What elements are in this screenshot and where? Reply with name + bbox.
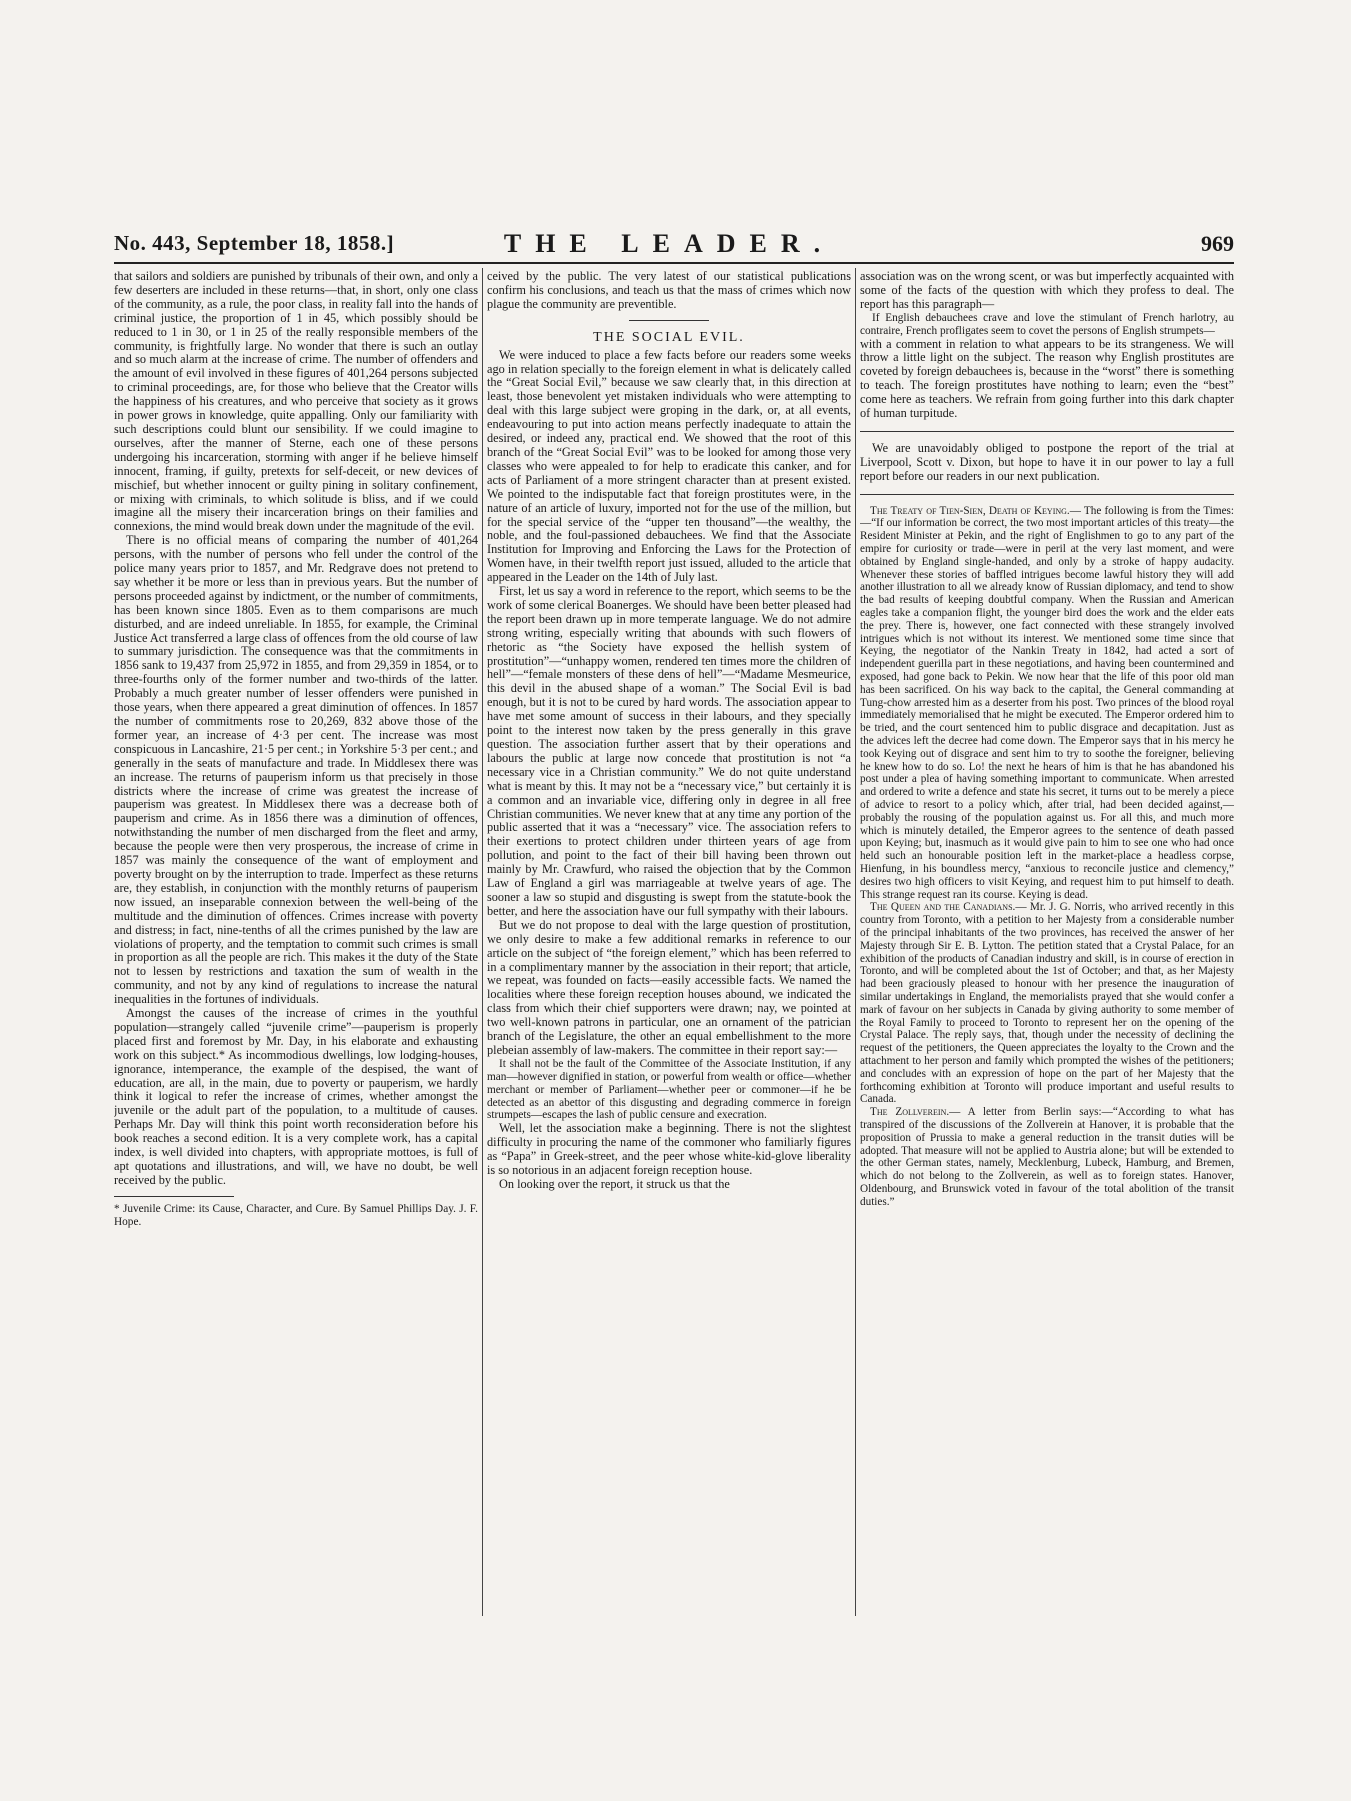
block-quote (487, 1058, 851, 1123)
quote-text: It shall not be the fault of the Committee of the Associate Institution, if any man—however dignified in station, or powerful from wealth or office—whether merchant or member of Parliament—whether peer or commoner—if he be detected as an abettor of this disgusting and degrading commerce in foreign strumpets—escapes the lash of public censure and execration. (487, 1057, 851, 1122)
section-rule (860, 431, 1234, 432)
news-body: A letter from Berlin says:—“According to what has transpired of the discussions of the Zollverein at Hanover, it is probable that the proposition of Prussia to make a general reduction in the transit duties will be adopted. That measure will not be applied to Austria alone; but will be extended to the other German states, namely, Mecklenburg, Lubeck, Hamburg, and Bremen, which do not belong to the Zollverein, as well as to foreign states. Hanover, Oldenbourg, and Brunswick voted in favour of the total abolition of the transit duties.” (860, 1106, 1234, 1208)
paragraph: ceived by the public. The very latest of our statistical publications confirm his conclusions, and teach us that the mass of crimes which now plague the community are preventible. (487, 270, 851, 311)
section-title: THE SOCIAL EVIL. (593, 329, 745, 345)
paragraph: Amongst the causes of the increase of crimes in the youthful population—strangely called “juvenile crime”—pauperism is properly placed first and foremost by Mr. Day, in his elaborate and exhausting work on this subject.* As incommodious dwellings, low lodging-houses, ignorance, intemperance, the example of the despised, the want of education, are all, in the main, due to poverty or pauperism, we hardly think it logical to refer the increase of crimes, whether amongst the juvenile or the adult part of the population, to a multitude of causes. Perhaps Mr. Day will think this point worth reconsideration before his book reaches a second edition. It is a very complete work, has a capital index, is well divided into chapters, with appropriate mottoes, is full of apt quotations and illustrations, and will, we have no doubt, be well received by the public. (114, 1006, 478, 1187)
news-item (860, 505, 1234, 902)
news-items (860, 505, 1234, 1209)
paragraph: On looking over the report, it struck us that the (499, 1177, 730, 1191)
news-heading: The Zollverein.— (870, 1106, 961, 1119)
paragraph: with a comment in relation to what appears to be its strangeness. We will throw a little light on the subject. The reason why English prostitutes are coveted by foreign debauchees is, because in the “worst” there is something to teach. The foreign prostitutes have nothing to learn; even the “best” come here as teachers. We refrain from going further into this dark chapter of human turpitude. (860, 336, 1234, 421)
page-header (114, 231, 1234, 261)
column-2 (487, 270, 851, 1615)
footnote-rule (114, 1196, 234, 1197)
issue-date: No. 443, September 18, 1858.] (114, 231, 395, 255)
paragraph: But we do not propose to deal with the large question of prostitution, we only desire to make a few additional remarks in reference to our article on the subject of “the foreign element,” which has been referred to in a complimentary manner by the association in their report; that article, we repeat, was founded on facts—easily accessible facts. We named the localities where these foreign reception houses abound, we indicated the class from which their chief supporters were drawn; nay, we pointed at two well-known patrons in particular, one an ornament of the patrician branch of the Legislature, the other an equal embellishment to the more plebeian assembly of law-makers. The committee in their report say:— (487, 917, 851, 1057)
column-separator (855, 268, 856, 1616)
paragraph: Well, let the association make a beginning. There is not the slightest difficulty in procuring the name of the commoner who familiarly figures as “Papa” in Greek-street, and the peer whose white-kid-glove liberality is so notorious in an adjacent foreign reception house. (487, 1121, 851, 1178)
news-body: The following is from the Times:—“If our information be correct, the two most important articles of this treaty—the Resident Minister at Pekin, and the right of Englishmen to go to any part of the empire for curiosity or trade—were in peril at the very last moment, and were obtained by England single-handed, and only by a stroke of happy audacity. Whenever these stories of baffled intrigues become lawful history they will add another illustration to all we already know of Russian diplomacy, and tend to show the bad results of keeping doubtful company. When the Russian and American eagles take a companion flight, the younger bird does the work and the elder eats the prey. There is, however, one fact connected with these strangely involved intrigues which is not without its interest. We mentioned some time since that Keying, the negotiator of the Nankin Treaty in 1842, had acted a sort of independent guerilla part in these negotiations, and having been countermined and exposed, had gone back to Pekin. We now hear that the life of this poor old man has been sacrificed. On his way back to the capital, the General commanding at Tung-chow arrested him as a deserter from his post. Two princes of the blood royal immediately memorialised that he might be executed. The Emperor ordered him to be tried, and the court sentenced him to public disgrace and decapitation. Just as the advices left the decree had come down. The Emperor says that in his mercy he took Keying out of disgrace and sent him to try to soothe the foreigner, believing he knew how to do so. Lo! the next he hears of him is that he has abandoned his post under a plea of having something important to communicate. When arrested and ordered to write a defence and state his secret, it turns out to be merely a piece of advice to resort to a policy which, after trial, had been decided against,—probably the rousing of the population against us. For all this, and much more which is minutely detailed, the Emperor agrees to the sentence of death passed upon Keying; but, inasmuch as it would give pain to him to see one who had once held such an honourable position left in the market-place a headless corpse, Hienfung, in his boundless mercy, “anxious to reconcile justice and clemency,” desires two high officers to visit Keying, and request him to put himself to death. This strange request ran its course. Keying is dead. (860, 504, 1234, 901)
header-rule (114, 262, 1234, 264)
section-rule (629, 320, 709, 321)
paragraph: association was on the wrong scent, or was but imperfectly acquainted with some of the facts of the question with which they profess to deal. The report has this paragraph— (860, 270, 1234, 311)
news-body: Mr. J. G. Norris, who arrived recently in this country from Toronto, with a petition to her Majesty from a considerable number of the principal inhabitants of the two provinces, has received the answer of her Majesty through Sir E. B. Lytton. The petition stated that a Crystal Palace, for an exhibition of the products of Canadian industry and skill, is in course of erection in Toronto, and will be completed about the 1st of October; and that, as her Majesty had been graciously pleased to honour with her presence the inauguration of similar undertakings in England, the memorialists prayed that she would confer a mark of favour on her subjects in Canada by giving authority to some member of the Royal Family to proceed to Toronto to represent her on the opening of the Crystal Palace. The reply says, that, though under the necessity of declining the request of the petitioners, the Queen appreciates the loyalty to the Crown and the attachment to her person and family which prompted the wishes of the petitioners; and concludes with an expression of hope on the part of her Majesty that the forthcoming exhibition at Toronto will produce important and useful results to Canada. (860, 901, 1234, 1106)
page-number: 969 (1201, 231, 1234, 256)
paragraph: We were induced to place a few facts before our readers some weeks ago in relation specially to the foreign element in what is delicately called the “Great Social Evil,” because we saw clearly that, in this direction at least, those benevolent yet mistaken individuals who were attempting to deal with this large subject were groping in the dark, or, at all events, endeavouring to put into action means perfectly inadequate to attain the desired, or indeed any, practical end. We showed that the root of this branch of the “Great Social Evil” was to be looked for among those very classes who were appealed to for help to eradicate this canker, and for acts of Parliament of a more stringent character than at present existed. We pointed to the indisputable fact that foreign prostitutes were, in the nature of an article of luxury, imported not for the use of the million, but for the special service of the “upper ten thousand”—the wealthy, the noble, and the foul-passioned debauchees. We find that the Associate Institution for Improving and Enforcing the Laws for the Protection of Women have, in their twelfth report just issued, alluded to the article that appeared in the Leader on the 14th of July last. (487, 347, 851, 585)
column-3 (860, 270, 1234, 1615)
notice: We are unavoidably obliged to postpone the report of the trial at Liverpool, Scott v. Dixon, but hope to have it in our power to lay a full report before our readers in our next publication. (860, 440, 1234, 483)
block-quote (860, 312, 1234, 338)
footnote: * Juvenile Crime: its Cause, Character, and Cure. By Samuel Phillips Day. J. F. Hope. (114, 1202, 478, 1228)
masthead-title: THE LEADER. (503, 229, 835, 258)
news-heading: The Treaty of Tien-Sien, Death of Keying.— (870, 504, 1081, 517)
paragraph: First, let us say a word in reference to the report, which seems to be the work of some clerical Boanerges. We should have been better pleased had the report been drawn up in more temperate language. We do not admire strong writing, especially writing that abounds with such flowers of rhetoric as “the Society have exposed the hellish system of prostitution”—“unhappy women, rendered ten times more the children of hell”—“female monsters of these dens of hell”—“Madame Mesmeurice, this devil in the abused shape of a woman.” The Social Evil is bad enough, but it is not to be cured by hard words. The association appear to have met some amount of success in their labours, and they specially point to the interest now taken by the press generally in this grave question. The association further assert that by their operations and labours the public at large now concede that prostitution is not “a necessary vice in a Christian community.” We do not quite understand what is meant by this. It may not be a “necessary vice,” but certainly it is a common and an invariable vice, differing only in degree in all free Christian communities. We never knew that at any time any portion of the public asserted that it was a “necessary” vice. The association refers to their exertions to protect children under thirteen years of age from pollution, and point to the fact of their bill having been thrown out mainly by Mr. Crawfurd, who raised the objection that by the Common Law of England a girl was marriageable at twelve years of age. The sooner a law so stupid and disgusting is swept from the statute-book the better, and here the association have our full sympathy with their labours. (487, 584, 851, 918)
quote-text: If English debauchees crave and love the stimulant of French harlotry, au contraire, French profligates seem to covet the persons of English strumpets— (860, 311, 1234, 337)
news-item (860, 1106, 1234, 1208)
news-item (860, 901, 1234, 1106)
paragraph: that sailors and soldiers are punished by tribunals of their own, and only a few deserters are included in these returns—that, in short, only one class of the community, as a rule, the poor class, in reality fall into the hands of criminal justice, the proportion of 1 in 45, which possibly should be reduced to 1 in 30, or 1 in 25 of the really responsible members of the community, is frightfully large. No wonder that there is such an outlay and so much alarm at the increase of crime. The number of offenders and the amount of evil involved in these figures of 401,264 persons subjected to criminal proceedings, are, for those who believe that the Creator wills the happiness of his creatures, and who perceive that society as it grows in power grows in knowledge, quite appalling. Only our familiarity with such descriptions could blunt our sensibility. If we could imagine to ourselves, after the manner of Sterne, each one of these persons undergoing his incarceration, storming with anger if he believe himself innocent, framing, if guilty, pretexts for self-deceit, or new devices of mischief, but whether innocent or guilty pining in solitary confinement, or mixing with criminals, to which solitude is bliss, and if we could imagine all the misery their incarceration brings on their families and connexions, the mind would break down under the magnitude of the evil. (114, 270, 478, 534)
section-rule (860, 494, 1234, 495)
news-heading: The Queen and the Canadians.— (870, 901, 1027, 914)
column-1 (114, 270, 478, 1615)
column-separator (482, 268, 483, 1616)
paragraph: There is no official means of comparing the number of 401,264 persons, with the number of persons who fell under the control of the police many years prior to 1857, and Mr. Redgrave does not pretend to say whether it be more or less than in previous years. But the number of persons proceeded against by indictment, or the number of commitments, has been known since 1805. Even as to them comparisons are much disturbed, and are indeed unreliable. In 1855, for example, the Criminal Justice Act transferred a large class of offences from the old course of law to summary jurisdiction. The consequence was that the commitments in 1856 sank to 19,437 from 25,972 in 1855, and from 29,359 in 1854, or to three-fourths only of the former number and two-thirds of the latter. Probably a much greater number of lesser offenders were punished in those years, when there appeared a great diminution of offences. In 1857 the number of commitments rose to 20,269, 832 above those of the former year, an increase of 4·3 per cent. The increase was most conspicuous in Lancashire, 21·5 per cent.; in Yorkshire 5·3 per cent.; and generally in the seats of manufacture and trade. In Middlesex there was an increase. The returns of pauperism inform us that precisely in those districts where the increase of crime was greatest the increase of pauperism was greatest. In Middlesex there was a decrease both of pauperism and crime. As in 1856 there was a diminution of offences, notwithstanding the number of men discharged from the fleet and army, because the people were then very prosperous, the increase of crime in 1857 was mainly the consequence of the want of employment and poverty brought on by the interruption to trade. Imperfect as these returns are, they establish, in conjunction with the monthly returns of pauperism now issued, an inseparable connexion between the well-being of the multitude and the diminution of offences. Crimes increase with poverty and distress; in fact, nine-tenths of all the crimes punished by the law are violations of property, and the temptation to commit such crimes is small in proportion as all the people are rich. This makes it the duty of the State not to lessen by restrictions and taxation the sum of wealth in the community, and not by any kind of regulations to increase the natural inequalities in the fortunes of individuals. (114, 533, 478, 1007)
